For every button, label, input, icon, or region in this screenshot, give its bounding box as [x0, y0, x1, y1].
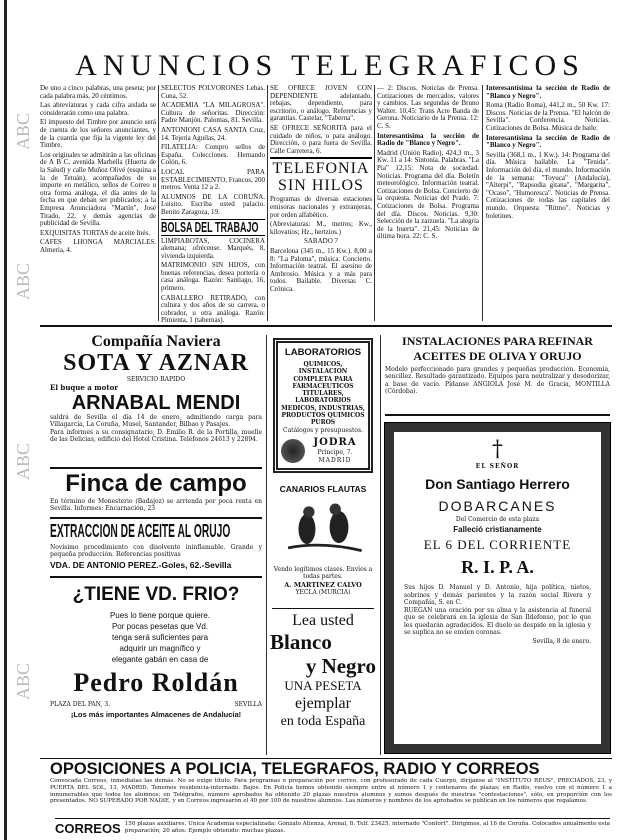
- obituary-surname: DOBARCANES: [438, 498, 557, 514]
- ad-body: saldrá de Sevilla el día 14 de enero, admitiendo carga para Villagarcía, La Coruña, Musel, Santander, Bilbao y Pasajes.: [50, 414, 262, 429]
- paragraph: Barcelona (345 m., 15 Kw.). 8,00 a 8: "La Paloma", música. Concierto. Información teatral. El asesino de Ambrosio. Música y a más para todos. Bailable. Diversas C. Crónica.: [270, 246, 372, 293]
- ad-extraccion: [50, 520, 262, 571]
- paragraph: Roma (Radio Roma), 441,2 m., 50 Kw. 17: Discos. Noticias de la Prensa. "El halcón de Sevilla". Conferencia. Noticias. Cotizaciones de Bolsa. Música de baile.: [486, 101, 610, 132]
- obituary-date: EL 6 DEL CORRIENTE: [423, 537, 572, 552]
- paragraph: Las abreviaturas y cada cifra aislada se considerarán como una palabra.: [40, 101, 156, 117]
- ad-body: Catálogos y presupuestos.: [283, 426, 363, 434]
- ad-city: MADRID: [318, 456, 352, 464]
- ad-item: CAFES LHONGA MARCIALES. Almeria, 4.: [40, 238, 156, 254]
- obituary-desc: Del Comercio de esta plaza: [455, 516, 540, 523]
- obituary-died: Falleció cristianamente: [453, 525, 542, 534]
- ad-body: Pues lo tiene porque quiere. Por pocas pesetas que Vd. tenga será suficientes para adquirir un magnífico y elegante gabán en casa de: [109, 611, 211, 664]
- ad-item: SELECTOS POLVORONES Lebas. Cuna, 52.: [161, 84, 265, 100]
- ad-headline: Finca de campo: [65, 470, 247, 497]
- divider: [40, 325, 612, 327]
- divider: [482, 85, 483, 321]
- ad-price: UNA PESETA: [284, 678, 362, 693]
- divider: [158, 85, 159, 321]
- classifieds-col-4: [377, 85, 479, 243]
- ad-item: SE OFRECE SEÑORITA para el cuidado de niños, o para análogo. Dirección, o para fuera de Sevilla. Calle Carretera, 6.: [270, 123, 372, 155]
- page-title: ANUNCIOS TELEGRAFICOS: [75, 49, 585, 82]
- ad-body: Para informes a su consignatario, D. Emilio R. de la Portilla, muelle de las Delicias, edificio del Hotel Cristina. Teléfonos 24613 y 22894.: [50, 428, 262, 443]
- ad-item: ACADEMIA "LA MILAGROSA". Cultura de señoritas. Dirección: Padre Manjón. Palomas, 81. Sevilla.: [161, 101, 265, 125]
- divider: [272, 608, 374, 609]
- paragraph: (Abreviaturas: M., metros; Kw., kilovatios; Hz., hertzios.): [270, 220, 372, 236]
- ad-sota-aznar: [50, 333, 262, 443]
- ad-instalaciones: [385, 334, 610, 395]
- ad-correos: [55, 821, 610, 836]
- ad-item: LIMPIABOTAS, COCINERA alemana; ofrécense. Marqués, 8, vivienda izquierda.: [161, 236, 265, 260]
- classifieds-col-3: [270, 85, 372, 295]
- ad-brand: Blanco: [270, 630, 332, 654]
- ad-city: SEVILLA: [234, 701, 262, 708]
- paragraph: — 2: Discos. Noticias de Prensa. Cotizaciones de mercados, valores y cambios. Las segundas de Bruno Walter. 10,45: Trans Acre Banda de Gerona. Noticiario de la Prensa. 12: C. S.: [377, 84, 479, 130]
- ad-city: YECLA (MURCIA): [295, 589, 351, 596]
- ad-pre: El buque a motor: [50, 383, 118, 392]
- obituary-name: Don Santiago Herrero: [425, 476, 570, 492]
- ad-item: CABALLERO RETIRADO, con cultura y dos años de su carrera, o cobrador, u otra análoga. Razón: Pimienta, 1 (tabernas).: [161, 293, 265, 325]
- ad-item: ANTONIONI CASA SANTA Cruz, 14. Tejeria Aguilas, 24.: [161, 125, 265, 142]
- section-heading: BOLSA DEL TRABAJO: [161, 218, 259, 236]
- divider: [266, 335, 267, 755]
- ad-body: ejemplar: [295, 695, 351, 712]
- ad-body: Convocada Correos, inmediatas las demás. No se exige título. Para programas o preparación por correo, con profesorado de cada Cuerpo, diríjanse al "INSTITUTO REUS", PRECIADOS, 23, y PUERTA DEL SOL, 13, MADRID. Tenemos residencia-internado. Bajos. En Policía hemos obtenido siempre entre el número 1 y centenares de plazas; en Radio, vuelvo con el número 1 a innumerables que todos los alumnos; en Telégrafos, número aprobados ha obtenido 20 plazas nuestros alumnos y somos después de nuestras "contestaciones", sólo, en proporción con los presentados. NO SUPERADO POR NADIE, y en Correos ingresaron el 40 por 100 de nuestros alumnos. Las números y nombres de los aprobados se publican en los números que regalamos.: [50, 778, 612, 805]
- ad-headline: EXTRACCION DE ACEITE AL ORUJO: [50, 521, 231, 541]
- divider: [374, 85, 375, 321]
- divider: [50, 467, 262, 469]
- classifieds-col-5: [486, 85, 610, 222]
- divider: [385, 414, 610, 416]
- paragraph: El impuesto del Timbre por anuncio será de cuenta de los señores anunciantes, y de la cuantía que fija la vigente ley del Timbre.: [40, 118, 156, 150]
- ad-body: En término de Monesterio (Badajoz) se arrienda por poca renta en Sevilla. Informes: Encarnación, 23: [50, 498, 262, 513]
- ad-slogan: ¡Los más importantes Almacenes de Andalucía!: [70, 710, 242, 719]
- ad-item: ALUMNOS DE LA CORUÑA. Luisito. Escriba usted palacio. Benito Zaragoza, 19.: [161, 192, 265, 216]
- paragraph: Programas de diversas estaciones emisoras nacionales y extranjeras, por orden alfabético.: [270, 195, 372, 219]
- paragraph: Madrid (Unión Radio), 424,3 m., 3 Kw. 11 a 14: Sintonía. Palabras. "La Pia" 12,15: Nota de sociedad. Noticias. Programa del día. Boletín meteorológico. Información teatral. Cotizaciones de Bolsa. Concierto de la orquesta. Noticias del Prado. 7: Cotizaciones de Bolsa. Programa del día. Discos. Noticias. 9,30: Selección de la zarzuela. "La alegría de la huerta". 21,45: Noticias de última hora. 22: C. S.: [377, 148, 479, 241]
- ad-brand: Pedro Roldán: [73, 668, 239, 697]
- ad-item: LOCAL PARA ESTABLECIMIENTO, Francos, 200 metros. Venta 12 a 2.: [161, 167, 265, 192]
- obituary-notice: [385, 423, 610, 753]
- classifieds-col-2: [161, 85, 265, 327]
- ad-body: Vendo legítimos clases. Envíos a todas partes.: [273, 566, 373, 580]
- section-heading: TELEFONIA SIN HILOS: [270, 157, 372, 194]
- day-heading: SABADO 7: [303, 237, 339, 246]
- ad-body: QUIMICOS, INSTALACION COMPLETA PARA FARMACEUTICOS TITULARES, LABORATORIOS MEDICOS, INDUSTRIAS, PRODUCTOS QUIMICOS PUROS: [281, 361, 365, 427]
- ad-subtitle: SERVICIO RAPIDO: [126, 376, 186, 383]
- classifieds-col-1: [40, 85, 156, 256]
- divider: [380, 335, 381, 755]
- ad-headline: OPOSICIONES A POLICIA, TELEGRAFOS, RADIO Y CORREOS: [50, 760, 540, 778]
- obituary-body: RUEGAN una oración por su alma y la asistencia al funeral que se celebrará en la iglesia de San Ildefonso, por lo que les quedarán agradecidos. El duelo se despide en la iglesia y se suplica no se envíen coronas.: [404, 606, 591, 636]
- ad-headline: ¿TIENE VD. FRIO?: [72, 584, 240, 605]
- obituary-pre: EL SEÑOR: [475, 463, 520, 470]
- divider: [50, 576, 262, 578]
- ad-item: SE OFRECE JOVEN CON DEPENDIENTE adelantado, rebajas, dependiente, para escritorio, o análogo. Referencias y garantías. Castelar, "Taberna".: [270, 84, 372, 123]
- ad-body: Modelo perfeccionado para grandes y pequeñas producción. Economía, sencillez. Resultado garantizado. Equipos para neutralizar y desodorizar, a base de vacío. Pídanse ANGIOLA José M. de Gracia, MONTILLA (Córdoba).: [385, 366, 610, 395]
- paragraph: Interesantísima la sección de Radio de "Blanco y Negro".: [486, 133, 610, 150]
- ad-brand: y Negro: [305, 654, 376, 678]
- ad-pedro-roldan: [50, 580, 262, 720]
- paragraph: De uno a cinco palabras, una peseta; por cada palabra más, 20 céntimos.: [40, 84, 156, 100]
- ad-headline: INSTALACIONES PARA REFINAR ACEITES DE OLIVA Y ORUJO: [402, 334, 593, 363]
- divider: [50, 517, 262, 519]
- divider: [267, 85, 268, 321]
- ad-laboratorios: [273, 338, 373, 473]
- obituary-ripa: R. I. P. A.: [461, 557, 534, 577]
- paragraph: Los originales se admitirán a las oficinas de A B C, avenida Marbella (Huerta de la Salud) y calle Muñoz Olivé (esquina a la de Tetuán), acompañados de su importe en metálico, sellos de Correo u otra forma análoga, el día antes de la fecha en que deban ser publicados; a la Empresa Anunciadora "Martín", José Tirado, 22, y demás agencias de publicidad de Sevilla.: [40, 150, 156, 228]
- ad-body: 150 plazas auxiliares. Única Academia especializada: Gonzalo Atienza, Arenal, 8. Telf. 23425, internado "Confort". Dirigimos, al 16 de Coruña. Colocados anualmente esta preparación, 20 años. Ejemplo obtenido: muchas plazas.: [124, 821, 610, 834]
- paragraph: Interesantísima la sección de Radio de "Blanco y Negro".: [486, 84, 610, 100]
- ad-body: en toda España: [280, 714, 366, 729]
- ad-item: FILATELIA: Compro sellos de España. Colecciones. Hernando Colón, 6.: [161, 143, 265, 167]
- ad-headline: CORREOS: [55, 821, 121, 836]
- watermark: ABC: [13, 662, 33, 700]
- ad-seller: A. MARTINEZ CALVO: [284, 581, 362, 589]
- paragraph: Sevilla (368,1 m., 1 Kw.). 14: Programa del día. Música bailable. La "Tenida". Información del día, el mundo. Información de la semana: "Toyuca" (Andalucía), "Alterpi", "Rapsodia gitana", "Margarita", "Ocaso", "Humoresca". Noticias de Prensa. Cotizaciones de todas las capitales del mundo. Orquesta "Ritmo". Noticias y boletines.: [486, 150, 610, 220]
- obituary-body: Sus hijos D. Manuel y D. Antonio, hija política, nietos, sobrinos y demás parientes y la razón social Rivera y Compañía, S. en C.: [404, 584, 591, 606]
- divider: [55, 818, 610, 819]
- ad-item: EXQUISITAS TORTAS de aceite Inés.: [40, 228, 150, 237]
- ad-body: Novísimo procedimiento con disolvente ininflamable. Grande y pequeña producción. Referencias positivas: [50, 544, 262, 559]
- ad-brand: JODRA: [313, 436, 357, 448]
- ad-footer: VDA. DE ANTONIO PEREZ.-Goles, 62.-Sevilla: [50, 559, 232, 570]
- paragraph: Interesantísima la sección de Radio de "Blanco y Negro".: [377, 131, 479, 148]
- ad-pre: Lea usted: [292, 612, 354, 629]
- ad-headline: CANARIOS FLAUTAS: [279, 484, 367, 494]
- ad-address: Príncipe, 7.: [317, 448, 353, 456]
- watermark: ABC: [13, 262, 33, 300]
- ad-blanco-negro: [270, 612, 376, 731]
- ad-pre: Compañía Naviera: [91, 333, 221, 350]
- watermark: ABC: [13, 112, 33, 150]
- divider: [40, 758, 612, 759]
- watermark: ABC: [13, 442, 33, 480]
- ad-canarios: [272, 482, 374, 596]
- ad-oposiciones: [50, 760, 612, 805]
- page-edge: [4, 0, 7, 840]
- canaries-illustration-icon: [278, 496, 368, 562]
- cross-icon: †: [492, 437, 503, 462]
- ad-address: PLAZA DEL PAN, 3.: [50, 701, 111, 708]
- ship-name: ARNABAL MENDI: [71, 392, 241, 414]
- ad-headline: SOTA Y AZNAR: [63, 350, 249, 376]
- ad-finca: [50, 470, 262, 513]
- obituary-footer: Sevilla, 8 de enero.: [532, 637, 591, 645]
- ad-headline: LABORATORIOS: [284, 347, 362, 358]
- ad-item: MATRIMONIO SIN HIJOS, con buenas referencias, desea portería o casa análoga. Razón: Santiago, 16, primero.: [161, 261, 265, 293]
- logo-icon: [281, 439, 305, 463]
